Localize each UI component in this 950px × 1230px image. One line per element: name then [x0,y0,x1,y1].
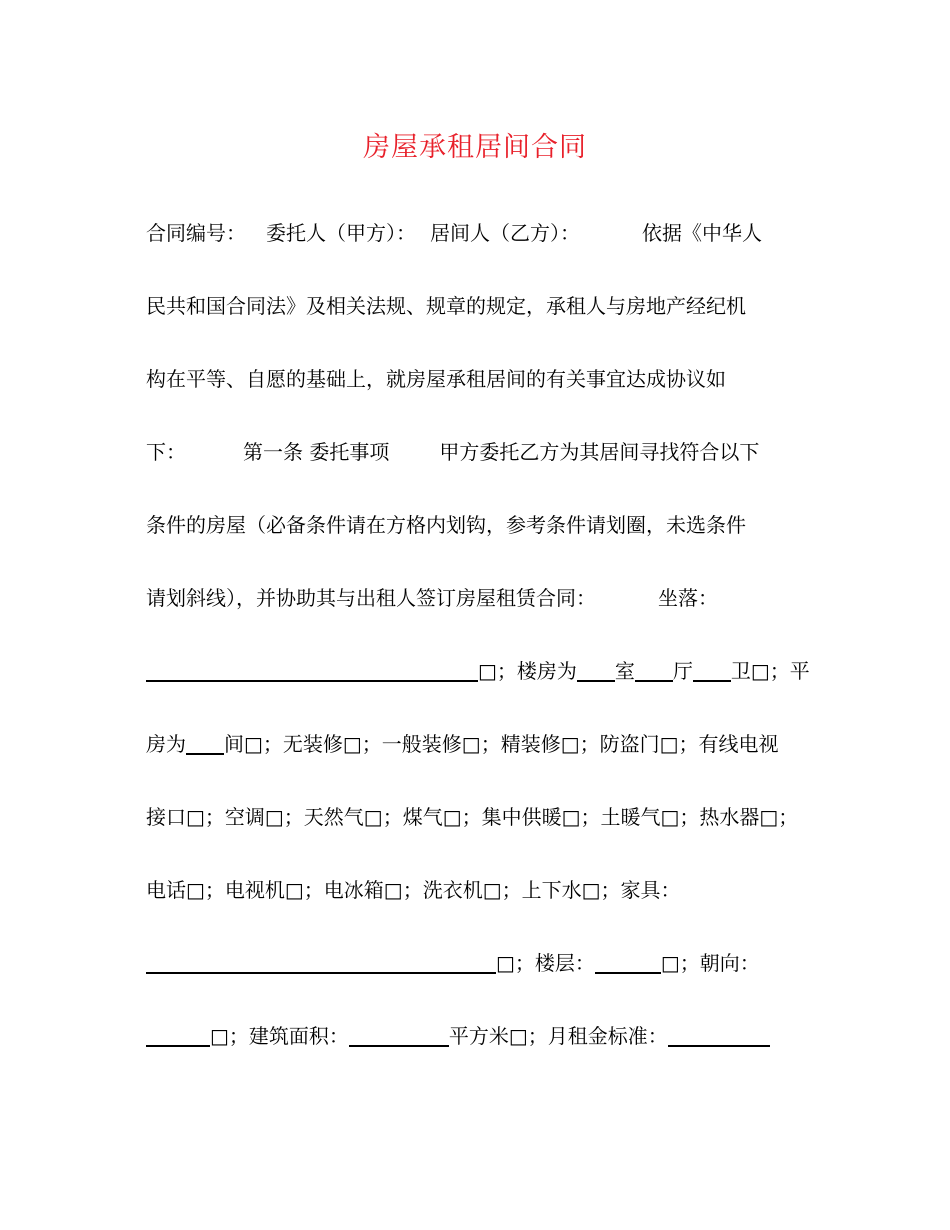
floor-area-label: □；建筑面积： [210,1024,349,1048]
monthly-rent-blank[interactable] [668,1023,770,1047]
orientation-blank[interactable] [146,1023,210,1047]
contract-line-1 [146,218,762,248]
bungalow-rooms-blank[interactable] [186,731,224,755]
halls-blank[interactable] [635,658,673,682]
contract-line-6 [146,583,718,613]
contract-line-8 [146,729,778,759]
hall-unit-label: 厅 [672,659,693,683]
building-type-label: □；楼房为 [478,659,577,683]
basis-text: 依据《中华人 [642,221,762,245]
bath-unit-label: 卫□；平 [730,659,810,683]
contract-number-label: 合同编号： [146,221,246,245]
location-label: 坐落： [658,586,718,610]
room-unit-label: 室 [614,659,635,683]
contract-line-9: 接口□；空调□；天然气□；煤气□；集中供暖□；土暖气□；热水器□； [146,805,799,829]
client-party-a-label: 委托人（甲方）： [266,221,416,245]
rooms-blank[interactable] [577,658,615,682]
floor-blank[interactable] [595,950,661,974]
contract-line-5: 条件的房屋（必备条件请在方格内划钩，参考条件请划圈，未选条件 [146,513,746,537]
location-blank[interactable] [146,658,478,682]
contract-line-11 [146,948,760,978]
assist-sign-text: 请划斜线），并协助其与出租人签订房屋租赁合同： [146,586,596,610]
document-title: 房屋承租居间合同 [363,132,587,163]
furniture-blank[interactable] [146,950,496,974]
floor-label: □；楼层： [496,951,595,975]
below-text: 下： [146,440,186,464]
contract-line-10: 电话□；电视机□；电冰箱□；洗衣机□；上下水□；家具： [146,878,681,902]
bungalow-label: 房为 [146,732,186,756]
orientation-label: □；朝向： [660,951,760,975]
article-1-heading: 第一条 委托事项 [243,440,390,464]
intermediary-party-b-label: 居间人（乙方）： [430,221,580,245]
contract-line-4 [146,437,759,467]
amenities-text-1: 间□；无装修□；一般装修□；精装修□；防盗门□；有线电视 [224,732,779,756]
article-1-text: 甲方委托乙方为其居间寻找符合以下 [439,440,760,464]
contract-line-12 [146,1021,770,1051]
baths-blank[interactable] [693,658,731,682]
rent-standard-label: 平方米□；月租金标准： [448,1024,668,1048]
floor-area-blank[interactable] [349,1023,449,1047]
contract-line-2: 民共和国合同法》及相关法规、规章的规定，承租人与房地产经纪机 [146,294,746,318]
contract-line-7 [146,656,810,686]
contract-line-3: 构在平等、自愿的基础上，就房屋承租居间的有关事宜达成协议如 [146,367,726,391]
